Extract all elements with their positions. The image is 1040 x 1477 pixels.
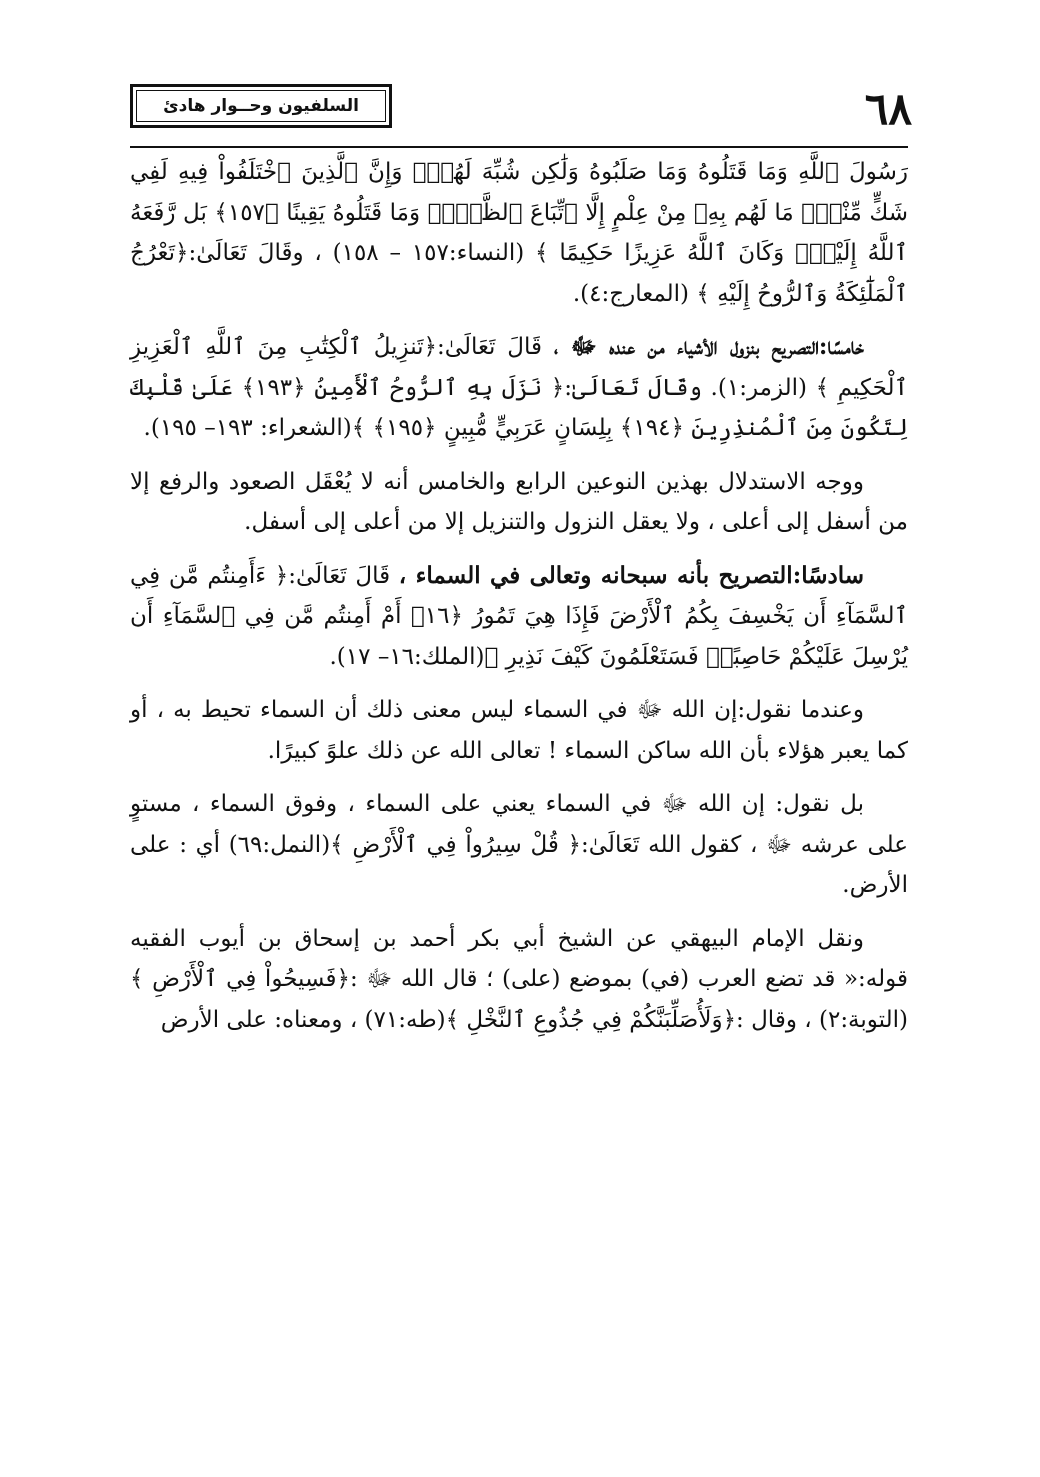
- paragraph-6-text: بل نقول: إن الله ﷻ في السماء يعني على السماء ، وفوق السماء ، مستوٍ على عرشه ﷻ ، كقول الله تَعَالَىٰ:﴿ قُلْ سِيرُواْ فِي ٱلْأَرْضِ ﴾(النمل:٦٩) أي : على الأرض.: [130, 791, 908, 898]
- paragraph-2-heading: خامسًا:التصريح بنزول الأشياء من عنده ﷻ ،: [553, 333, 865, 360]
- paragraph-7: [130, 919, 908, 1041]
- paragraph-4-text: قَالَ تَعَالَىٰ:﴿ ءَأَمِنتُم مَّن فِي ٱلسَّمَآءِ أَن يَخْسِفَ بِكُمُ ٱلْأَرْضَ فَإِذَا هِيَ تَمُورُ ﴿١٦﴾ أَمْ أَمِنتُم مَّن فِي ٱلسَّمَآءِ أَن يُرْسِلَ عَلَيْكُمْ حَاصِبًاۖ فَسَتَعْلَمُونَ كَيْفَ نَذِيرِ ﴾(الملك:١٦– ١٧).: [130, 562, 909, 670]
- header-divider: [130, 146, 908, 148]
- page-body: [130, 152, 908, 1040]
- page-number: ٦٨: [864, 84, 912, 135]
- paragraph-1: [130, 152, 908, 314]
- paragraph-7-text: ونقل الإمام البيهقي عن الشيخ أبي بكر أحمد بن إسحاق بن أيوب الفقيه قوله:« قد تضع العرب (في) بموضع (على) ؛ قال الله ﷻ :﴿فَسِيحُواْ فِي ٱلْأَرْضِ ﴾ (التوبة:٢) ، وقال :﴿وَلَأُصَلِّبَنَّكُمْ فِي جُذُوعِ ٱلنَّخْلِ ﴾(طه:٧١) ، ومعناه: على الأرض: [130, 925, 908, 1033]
- paragraph-2: [130, 327, 908, 449]
- book-title: السلفيون وحــوار هادئ: [136, 90, 386, 122]
- paragraph-2-text: قَالَ تَعَالَىٰ:﴿تَنزِيلُ ٱلْكِتَٰبِ مِنَ ٱللَّهِ ٱلْعَزِيزِ ٱلْحَكِيمِ ﴾ (الزمر:١). وقَالَ تَعَالَىٰ:﴿ نَزَلَ بِهِ ٱلرُّوحُ ٱلْأَمِينُ ﴿١٩٣﴾ عَلَىٰ قَلْبِكَ لِتَكُونَ مِنَ ٱلْمُنذِرِينَ ﴿١٩٤﴾ بِلِسَانٍ عَرَبِيٍّ مُّبِينٍ ﴿١٩٥﴾ ﴾(الشعراء: ١٩٣– ١٩٥).: [130, 334, 909, 441]
- book-title-frame: [130, 84, 392, 128]
- paragraph-4: [130, 556, 908, 678]
- paragraph-5-text: وعندما نقول:إن الله ﷻ في السماء ليس معنى ذلك أن السماء تحيط به ، أو كما يعبر هؤلاء بأن الله ساكن السماء ! تعالى الله عن ذلك علوً كبيرًا.: [130, 697, 908, 764]
- paragraph-1-text: رَسُولَ ٱللَّهِ وَمَا قَتَلُوهُ وَمَا صَلَبُوهُ وَلَٰكِن شُبِّهَ لَهُمْۚ وَإِنَّ ٱلَّذِينَ ٱخْتَلَفُواْ فِيهِ لَفِي شَكٍّ مِّنْهُۚ مَا لَهُم بِهِۦ مِنْ عِلْمٍ إِلَّا ٱتِّبَاعَ ٱلظَّنِّۚ وَمَا قَتَلُوهُ يَقِينًا ﴿١٥٧﴾ بَل رَّفَعَهُ ٱللَّهُ إِلَيْهِۚ وَكَانَ ٱللَّهُ عَزِيزًا حَكِيمًا ﴾ (النساء:١٥٧ – ١٥٨) ، وقَالَ تَعَالَىٰ:﴿تَعْرُجُ ٱلْمَلَٰٓئِكَةُ وَٱلرُّوحُ إِلَيْهِ ﴾ (المعارج:٤).: [130, 159, 909, 307]
- paragraph-5: [130, 690, 908, 771]
- paragraph-6: [130, 784, 908, 906]
- paragraph-3-text: ووجه الاستدلال بهذين النوعين الرابع والخامس أنه لا يُعْقَل الصعود والرفع إلا من أسفل إلى أعلى ، ولا يعقل النزول والتنزيل إلا من أعلى إلى أسفل.: [130, 468, 908, 535]
- paragraph-4-heading: سادسًا:التصريح بأنه سبحانه وتعالى في السماء ،: [398, 561, 864, 589]
- paragraph-3: [130, 462, 908, 543]
